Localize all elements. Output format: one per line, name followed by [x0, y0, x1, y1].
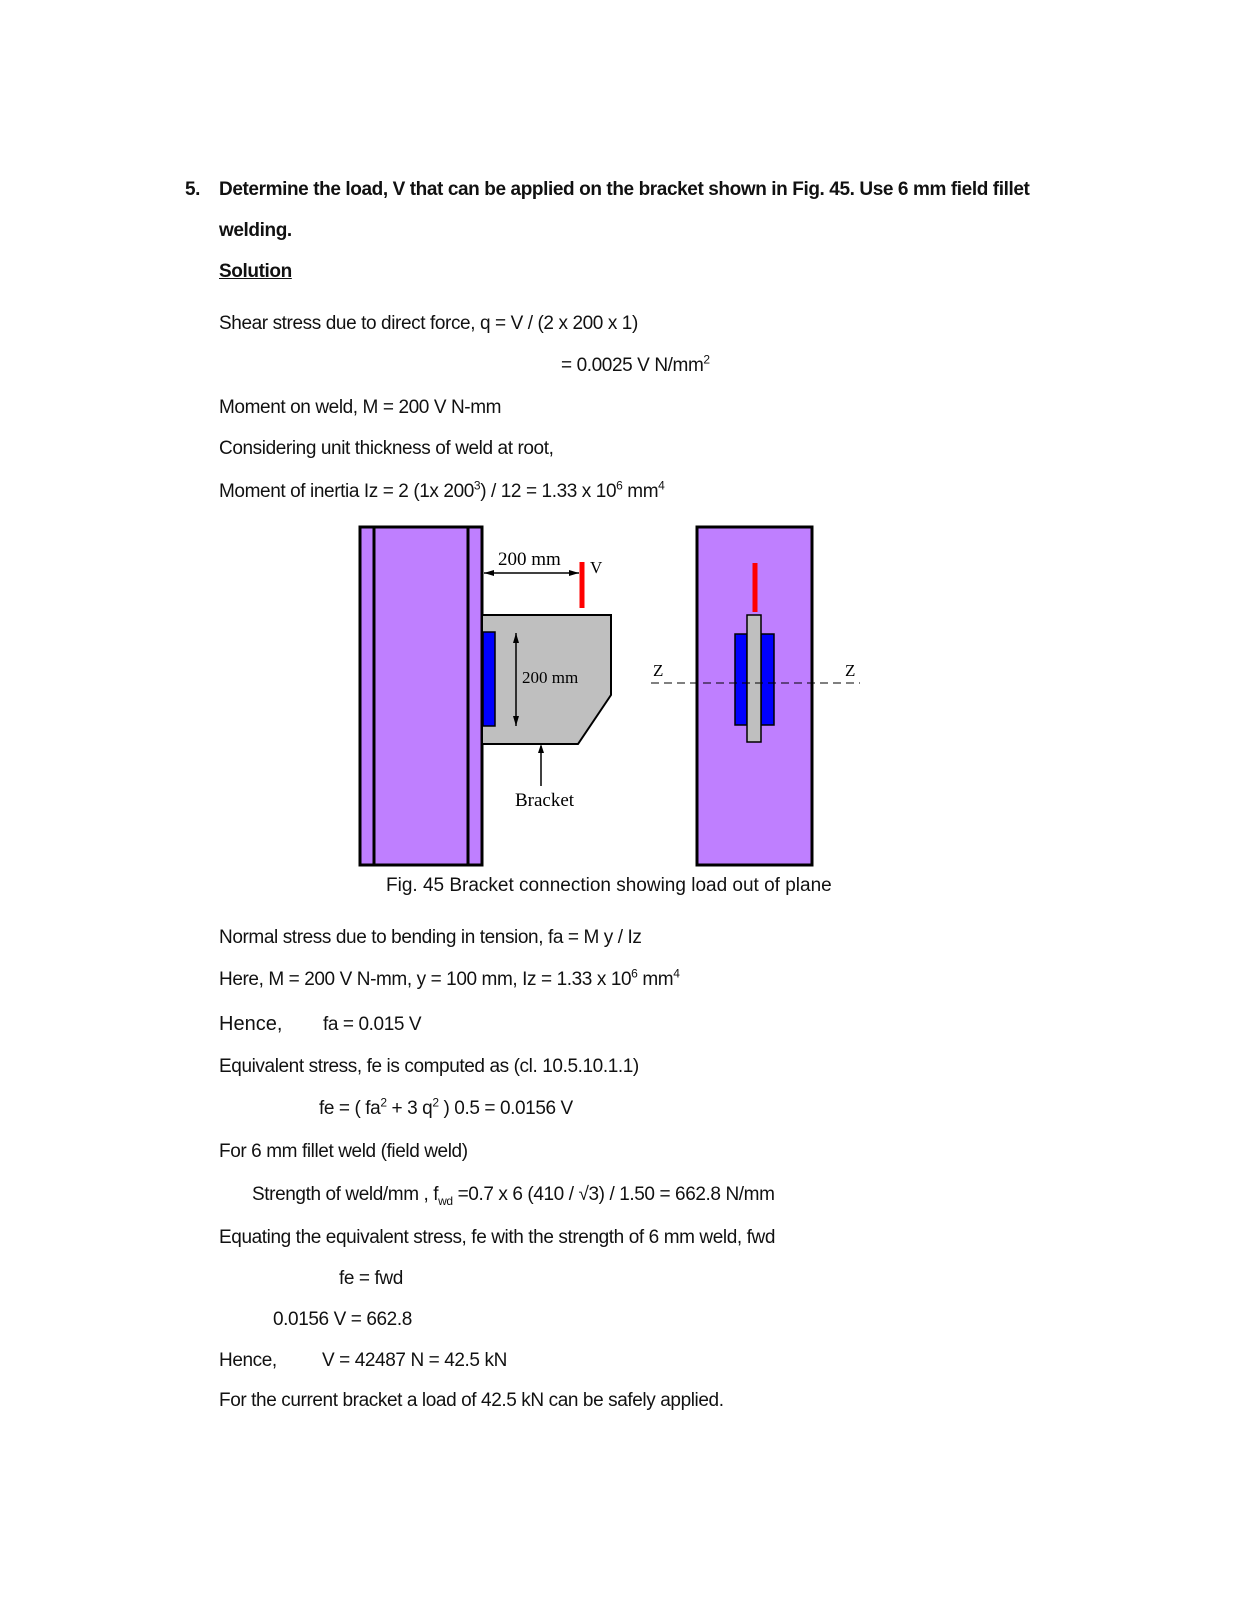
- here-line: Here, M = 200 V N-mm, y = 100 mm, Iz = 1.33 x $10^6$ $mm^4$: [219, 966, 680, 990]
- dimension-arrow-right: [569, 570, 579, 576]
- hence-label-2: Hence,: [219, 1350, 277, 1371]
- weld-front-right: [761, 634, 774, 725]
- bracket-label: Bracket: [515, 790, 575, 811]
- fillet-weld-line: For 6 mm fillet weld (field weld): [219, 1141, 468, 1162]
- problem-line-1: Determine the load, V that can be applied on the bracket shown in Fig. 45. Use 6 mm field fillet: [219, 179, 1030, 200]
- equating-line: Equating the equivalent stress, fe with the strength of 6 mm weld, fwd: [219, 1227, 776, 1248]
- bracket-plate-edge: [747, 615, 761, 742]
- fa-value: fa = 0.015 V: [323, 1014, 422, 1035]
- solution-heading: Solution: [219, 261, 292, 282]
- shear-stress-line: Shear stress due to direct force, q = V / (2 x 200 x 1): [219, 313, 638, 334]
- problem-line-2: welding.: [219, 220, 292, 241]
- normal-stress-line: Normal stress due to bending in tension, fa = M y / Iz: [219, 927, 642, 948]
- equation-value-line: 0.0156 V = 662.8: [273, 1309, 412, 1330]
- dimension-arrow-left: [484, 570, 494, 576]
- v-result: V = 42487 N = 42.5 kN: [322, 1350, 507, 1371]
- moment-line: Moment on weld, M = 200 V N-mm: [219, 397, 502, 418]
- inertia-line: Moment of inertia Iz = 2 (1x $200^3) / 12 = 1.33$ x $10^6$ $mm^4$: [219, 478, 665, 502]
- weld-front-left: [735, 634, 747, 725]
- weld-side-view: [483, 632, 495, 726]
- dimension-horizontal-label: 200 mm: [498, 549, 561, 570]
- hence-label-1: Hence,: [219, 1013, 283, 1035]
- problem-number: 5.: [185, 179, 201, 200]
- load-label: V: [590, 558, 603, 577]
- shear-stress-result: = 0.0025 V $N/mm^2$: [561, 352, 710, 376]
- axis-label-right: Z: [845, 661, 856, 680]
- column-side-view: [360, 527, 482, 865]
- fe-fwd-line: fe = fwd: [339, 1268, 403, 1289]
- dimension-vertical-label: 200 mm: [522, 668, 579, 687]
- figure-caption: Fig. 45 Bracket connection showing load out of plane: [386, 875, 832, 896]
- unit-thickness-line: Considering unit thickness of weld at root,: [219, 438, 554, 459]
- bracket-leader-arrow: [538, 744, 544, 753]
- fe-formula: fe = ( $fa^2 + 3$ $q^2$ ) 0.5 = 0.0156 V: [319, 1095, 573, 1119]
- equivalent-stress-line: Equivalent stress, fe is computed as (cl. 10.5.10.1.1): [219, 1056, 639, 1077]
- conclusion-line: For the current bracket a load of 42.5 kN can be safely applied.: [219, 1390, 724, 1411]
- axis-label-left: Z: [653, 661, 664, 680]
- strength-line: Strength of weld/mm , $f_{wd} =0.7$ x 6 (410 / √3) / 1.50 = 662.8 N/mm: [252, 1184, 775, 1208]
